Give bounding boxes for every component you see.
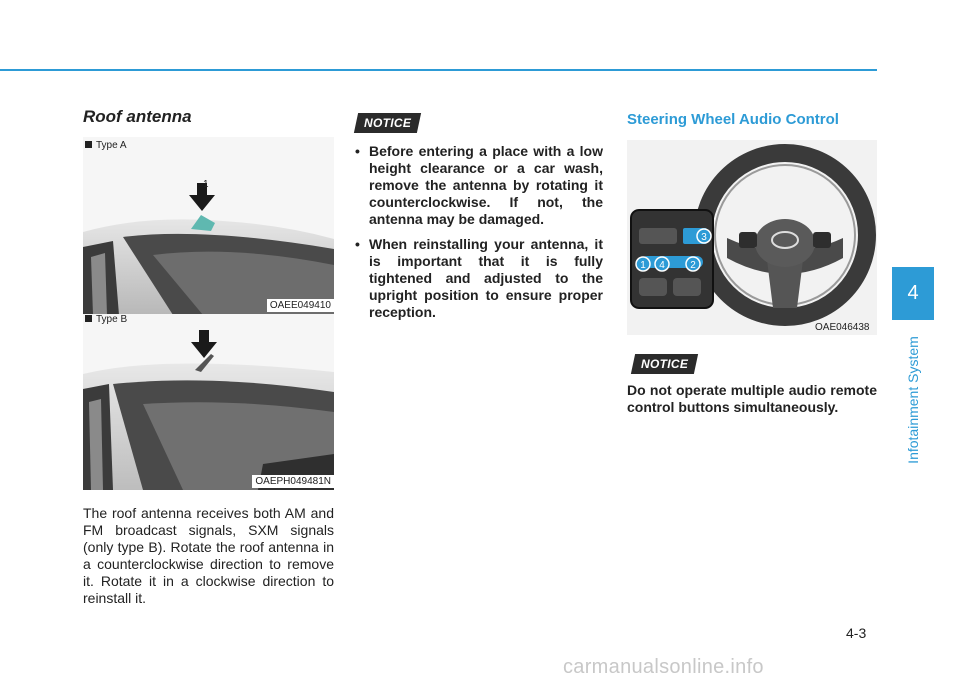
callout-3-label: 3 xyxy=(701,232,707,243)
watermark: carmanualsonline.info xyxy=(563,656,764,678)
section-title-roof-antenna: Roof antenna xyxy=(83,107,192,126)
notice-item: • When reinstalling your antenna, it is important that it is fully tightened and adjusted to the upright position to ensure proper reception. xyxy=(355,236,603,320)
callout-2-label: 2 xyxy=(690,260,696,271)
figure-code-b: OAEPH049481N xyxy=(252,475,334,488)
figure-code-wheel: OAE046438 xyxy=(815,322,870,333)
notice-badge-audio: NOTICE xyxy=(631,354,698,374)
roof-antenna-description: The roof antenna receives both AM and FM broadcast signals, SXM signals (only type B). Rotate the roof antenna in a counterclockwise direction to remove it. Rotate it in a clockwise direction to reinstall it. xyxy=(83,505,334,606)
figure-code-a: OAEE049410 xyxy=(267,299,334,312)
roof-antenna-type-a-illustration xyxy=(83,137,334,315)
section-title-steering-audio: Steering Wheel Audio Control xyxy=(627,111,839,128)
callout-1: 1 xyxy=(203,179,209,190)
header-rule xyxy=(0,69,877,71)
figure-type-a xyxy=(83,137,334,315)
figure-type-b xyxy=(83,314,334,490)
callout-4-label: 4 xyxy=(659,260,665,271)
steering-wheel-illustration xyxy=(627,140,877,335)
notice-item: • Before entering a place with a low height clearance or a car wash, remove the antenna by rotating it counterclockwise. If not, the antenna may be damaged. xyxy=(355,143,603,227)
audio-notice-text: Do not operate multiple audio remote control buttons simultaneously. xyxy=(627,382,877,415)
steering-wheel-figure xyxy=(627,140,877,335)
notice-badge-antenna: NOTICE xyxy=(354,113,421,133)
roof-antenna-type-b-illustration xyxy=(83,314,334,490)
page-number: 4-3 xyxy=(846,625,867,641)
figure-label-type-a: Type A xyxy=(85,140,127,151)
chapter-tab: 4 xyxy=(892,267,934,320)
chapter-title-vertical: Infotainment System xyxy=(905,336,921,464)
callout-1-label: 1 xyxy=(640,260,646,271)
antenna-notice-list xyxy=(355,143,603,329)
figure-label-type-b: Type B xyxy=(85,314,127,325)
